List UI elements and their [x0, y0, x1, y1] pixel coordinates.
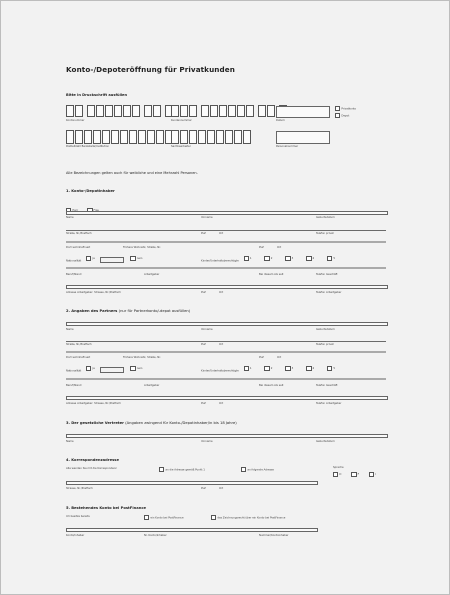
- s1-firstname-label: Vorname: [201, 216, 213, 219]
- s3-birthdate-label: Geburtsdatum: [316, 440, 335, 443]
- s4-opt1[interactable]: an die Adresse gemäß Punkt 1: [159, 467, 205, 472]
- s1-prev-address-label: Frühere Wohnsitz, Straße, Nr.: [123, 246, 161, 249]
- s4-city-label: Ort: [219, 487, 224, 490]
- s2-employer-plz-label: PLZ: [201, 402, 206, 405]
- s3-name-label: Name: [66, 440, 74, 443]
- s1-nationality-row: Nationalität ja nein: [66, 257, 143, 263]
- s2-plz-label: PLZ: [201, 343, 206, 346]
- s5-opt1[interactable]: ein Konto bei PostFinance: [144, 515, 184, 520]
- s1-profession-label: Beruf/Stand: [66, 273, 82, 276]
- s1-child-1[interactable]: 1: [244, 256, 252, 261]
- s2-employer-phone-label: Telefon Arbeitgeber: [316, 402, 342, 405]
- s2-nationality-row: Nationalität ja nein: [66, 367, 143, 373]
- s5-account-number-label: Nr. Konto/Inhaber: [144, 534, 167, 537]
- s1-prev-plz-label: PLZ: [259, 246, 264, 249]
- s2-employed-since-label: Bei diesem AG seit: [259, 384, 284, 387]
- s1-employer-address-label: Adresse Arbeitgeber: Strasse, Nr./Postfach: [66, 291, 121, 294]
- s1-name-label: Name: [66, 216, 74, 219]
- s1-prev-address-row[interactable]: [66, 241, 386, 243]
- s2-prev-address-row[interactable]: [66, 351, 386, 353]
- s2-nat-no[interactable]: nein: [130, 366, 142, 371]
- s1-since-label: Dort wohnhaft seit: [66, 246, 91, 249]
- section5-heading: 5. Bestehendes Konto bei PostFinance: [66, 506, 147, 510]
- s5-opt2-checkbox[interactable]: [211, 515, 216, 520]
- form-title: Konto-/Depoteröffnung für Privatkunden: [66, 65, 235, 74]
- postcode-label: Postleitzahl Bankstelle/Institution: [66, 145, 110, 148]
- s1-child-4[interactable]: 4: [306, 256, 314, 261]
- section4-heading: 4. Korrespondenzadresse: [66, 458, 119, 462]
- s1-phone-work-label: Telefon Geschäft: [316, 273, 338, 276]
- s4-opt1-checkbox[interactable]: [159, 467, 164, 472]
- date-field[interactable]: [276, 106, 330, 118]
- section3-heading: 3. Der gesetzliche Vertreter (Angaben zwingend für Konto-/Depotinhaber/in bis 18 Jahre): [66, 421, 237, 425]
- s4-address-row[interactable]: [66, 481, 318, 485]
- s1-employer-phone-label: Telefon Arbeitgeber: [316, 291, 342, 294]
- s1-child-2[interactable]: 2: [264, 256, 272, 261]
- s2-employer-label: Arbeitgeber: [144, 384, 160, 387]
- s2-children-row: Kinder/Unterhaltsberechtigte 1 2 3 4 5: [201, 367, 336, 373]
- s1-plz-label: PLZ: [201, 232, 206, 235]
- s5-contact-number-label: Nummer/Kontoinhaber: [259, 534, 289, 537]
- s1-profession-row[interactable]: [66, 267, 386, 269]
- employee-label: Sachbearbeiter: [171, 145, 191, 148]
- depot-checkbox[interactable]: [335, 113, 340, 118]
- date-label: Datum: [276, 119, 285, 122]
- s2-nat-field[interactable]: [100, 367, 124, 373]
- s1-phone-label: Telefon privat: [316, 232, 334, 235]
- s5-account-row[interactable]: [66, 528, 318, 532]
- s2-name-label: Name: [66, 328, 74, 331]
- account-number-label: Kontonummer: [66, 119, 85, 122]
- s2-since-label: Dort wohnhaft seit: [66, 356, 91, 359]
- private-account-option[interactable]: Privatkonto: [335, 106, 356, 111]
- s5-opt2[interactable]: das Zeichnungsrecht über ein Konto bei PostFinance: [211, 515, 285, 520]
- s1-prev-city-label: Ort: [277, 246, 282, 249]
- s1-street-line[interactable]: [66, 230, 386, 231]
- s4-lang-d[interactable]: D: [333, 472, 341, 477]
- customer-number-boxes[interactable]: [171, 105, 287, 117]
- s2-child-2[interactable]: 2: [264, 366, 272, 371]
- personnel-number-field[interactable]: [276, 131, 330, 144]
- depot-option[interactable]: Depot: [335, 113, 349, 118]
- s1-nat-field[interactable]: [100, 257, 124, 263]
- s4-lang-f[interactable]: F: [351, 472, 359, 477]
- s4-opt2[interactable]: an folgende Adresse: [241, 467, 274, 472]
- s4-lang-i[interactable]: I: [369, 472, 376, 477]
- s2-child-1[interactable]: 1: [244, 366, 252, 371]
- s5-question: Ich besitze bereits: [66, 515, 90, 518]
- s2-prev-city-label: Ort: [277, 356, 282, 359]
- s2-prev-address-label: Frühere Wohnsitz, Straße, Nr.: [123, 356, 161, 359]
- s1-employed-since-label: Bei diesem AG seit: [259, 273, 284, 276]
- s3-firstname-label: Vorname: [201, 440, 213, 443]
- s4-opt2-checkbox[interactable]: [241, 467, 246, 472]
- s1-employer-city-label: Ort: [219, 291, 224, 294]
- postcode-boxes[interactable]: [66, 130, 173, 144]
- s1-employer-address-row[interactable]: [66, 285, 388, 289]
- s1-street-label: Straße, Nr./Postfach: [66, 232, 92, 235]
- s5-account-owner-label: Konto/Inhaber: [66, 534, 85, 537]
- s2-profession-label: Beruf/Stand: [66, 384, 82, 387]
- s1-city-label: Ort: [219, 232, 224, 235]
- personnel-number-label: Personalnummer: [276, 145, 299, 148]
- s4-language-label: Sprache: [333, 466, 344, 469]
- s1-children-row: Kinder/Unterhaltsberechtigte 1 2 3 4 5: [201, 257, 336, 263]
- s4-street-label: Strasse, Nr./Postfach: [66, 487, 93, 490]
- s1-employer-plz-label: PLZ: [201, 291, 206, 294]
- s4-language-options: [333, 472, 380, 478]
- employee-boxes[interactable]: [171, 130, 251, 144]
- s1-nat-no[interactable]: nein: [130, 256, 142, 261]
- s3-name-row[interactable]: [66, 434, 388, 438]
- s2-child-3[interactable]: 3: [285, 366, 293, 371]
- s2-birthdate-label: Geburtsdatum: [316, 328, 335, 331]
- s2-street-label: Straße, Nr./Postfach: [66, 343, 92, 346]
- s2-profession-row[interactable]: [66, 378, 386, 380]
- s4-plz-label: PLZ: [201, 487, 206, 490]
- s2-phone-label: Telefon privat: [316, 343, 334, 346]
- s2-nat-yes[interactable]: ja: [86, 366, 95, 371]
- s2-employer-city-label: Ort: [219, 402, 224, 405]
- s2-child-5[interactable]: 5: [327, 366, 335, 371]
- gender-note: Alle Bezeichnungen gelten auch für weibliche und eine Mehrzahl Personen.: [66, 171, 198, 175]
- s2-city-label: Ort: [219, 343, 224, 346]
- s1-employer-label: Arbeitgeber: [144, 273, 160, 276]
- s1-name-row[interactable]: [66, 211, 388, 215]
- private-account-checkbox[interactable]: [335, 106, 340, 111]
- s2-employer-address-label: Adresse Arbeitgeber: Strasse, Nr./Postfach: [66, 402, 121, 405]
- s2-employer-address-row[interactable]: [66, 396, 388, 400]
- s1-birthdate-label: Geburtsdatum: [316, 216, 335, 219]
- s2-prev-plz-label: PLZ: [259, 356, 264, 359]
- section2-heading: 2. Angaben des Partners (nur für Partnerkonto/-depot ausfüllen): [66, 309, 191, 313]
- s5-opt1-checkbox[interactable]: [144, 515, 149, 520]
- s2-street-line[interactable]: [66, 341, 386, 342]
- s1-child-5[interactable]: 5: [327, 256, 335, 261]
- section1-heading: 1. Konto-/Depotinhaber: [66, 189, 115, 193]
- s1-nat-yes[interactable]: ja: [86, 256, 95, 261]
- s2-firstname-label: Vorname: [201, 328, 213, 331]
- customer-number-label: Kundennummer: [171, 119, 192, 122]
- s2-phone-work-label: Telefon Geschäft: [316, 384, 338, 387]
- s2-name-row[interactable]: [66, 322, 388, 326]
- print-instruction: Bitte in Druckschrift ausfüllen: [66, 93, 128, 97]
- s1-child-3[interactable]: 3: [285, 256, 293, 261]
- s2-child-4[interactable]: 4: [306, 366, 314, 371]
- s4-question: Alle wenden Sie mit die Korrespondenz: [66, 467, 117, 470]
- account-number-boxes[interactable]: [66, 105, 173, 117]
